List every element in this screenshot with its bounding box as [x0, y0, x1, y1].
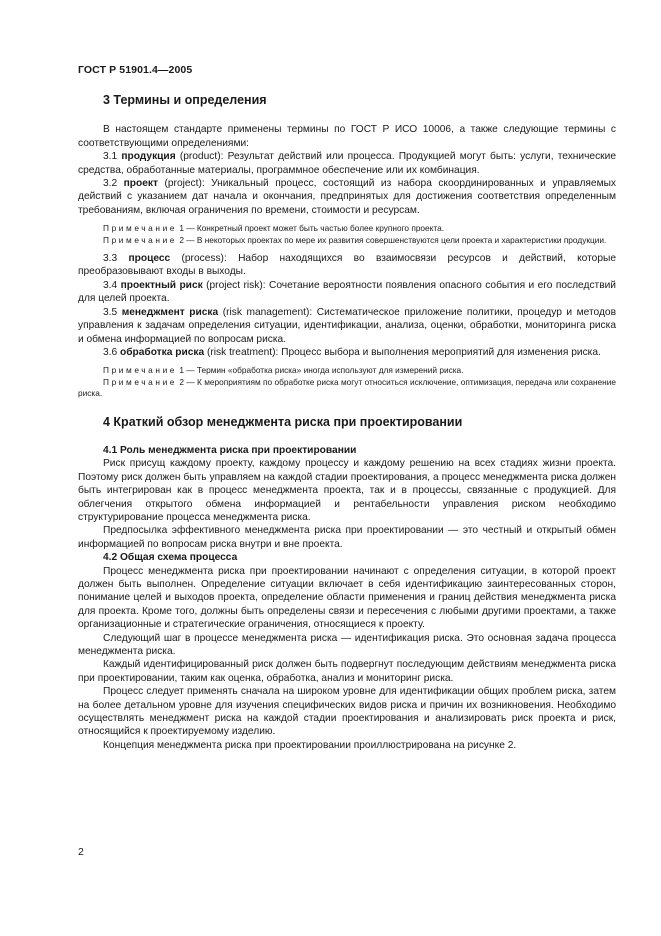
term-3-3: 3.3 процесс (process): Набор находящихся во взаимосвязи ресурсов и действий, которые преобразовывают входы в выходы.	[78, 253, 616, 278]
section-3-heading: 3 Термины и определения	[103, 93, 267, 107]
paragraph: Процесс менеджмента риска при проектировании начинают с определения ситуации, в которой проект должен быть выполнен. Определение ситуации включает в себя идентификацию заинтересованных сторон, понимание целей и выходов проекта, определение области применения и границ действия менеджмента риска для проекта. Кроме того, должны быть определены связи и пересечения с любыми другими проектами, а также организационные и стратегические ограничения, относящиеся к проекту.	[78, 565, 616, 631]
paragraph: Предпосылка эффективного менеджмента риска при проектировании — это честный и открытый обмен информацией по вопросам риска внутри и вне проекта.	[78, 525, 616, 550]
note-3-2-2: Примечание 2 — В некоторых проектах по мере их развития совершенствуются цели проекта и характеристики продукции.	[103, 234, 607, 245]
term-3-1: 3.1 продукция (product): Результат действий или процесса. Продукцией могут быть: услуги, технические средства, обработанные материалы, программное обеспечение или их комбинация.	[78, 151, 616, 176]
section-4-heading: 4 Краткий обзор менеджмента риска при проектировании	[103, 414, 463, 429]
term-3-6: 3.6 обработка риска (risk treatment): Процесс выбора и выполнения мероприятий для изменения риска.	[103, 346, 601, 358]
paragraph: Риск присущ каждому проекту, каждому процессу и каждому решению на всех стадиях жизни проекта. Поэтому риск должен быть управляем на каждой стадии проектирования, а процесс менеджмента риска должен быть интегрирован как в процесс менеджмента проекта, так и в процессы, связанные с продукцией. Для облегчения открытого обмена информацией и рентабельности управления риском необходимо структурирование процесса менеджмента риска.	[78, 458, 616, 523]
page-number: 2	[78, 846, 84, 858]
note-3-2-1: Примечание 1 — Конкретный проект может быть частью более крупного проекта.	[103, 223, 445, 234]
document-header: ГОСТ Р 51901.4—2005	[78, 64, 193, 76]
term-3-2: 3.2 проект (project): Уникальный процесс, состоящий из набора скоординированных и управляемых действий с указанием дат начала и окончания, предпринятых для достижения соответствия определенным требованиям, включая ограничения по времени, стоимости и ресурсам.	[78, 178, 617, 216]
paragraph: Процесс следует применять сначала на широком уровне для идентификации общих проблем риска, затем на более детальном уровне для изучения специфических видов риска и причин их возникновения. Необходимо осуществлять менеджмент риска на каждой стадии проектирования и анализировать риск проекта и риск, относящийся к проектируемому изделию.	[78, 686, 616, 738]
term-3-4: 3.4 проектный риск (project risk): Сочетание вероятности появления опасного события и его последствий для целей проекта.	[78, 279, 616, 305]
subsection-4-2-heading: 4.2 Общая схема процесса	[103, 552, 238, 564]
paragraph: Каждый идентифицированный риск должен быть подвергнут последующим действиям менеджмента риска при проектировании, таким как оценка, обработка, анализ и мониторинг риска.	[78, 659, 616, 684]
note-3-6-2: Примечание 2 — К мероприятиям по обработке риска могут относиться исключение, оптимизация, передача или сохранение риска.	[78, 376, 616, 399]
paragraph: Концепция менеджмента риска при проектировании проиллюстрирована на рисунке 2.	[103, 739, 517, 751]
document-body	[78, 94, 616, 752]
section-3-intro: В настоящем стандарте применены термины по ГОСТ Р ИСО 10006, а также следующие термины с соответствующими определениями:	[78, 124, 616, 149]
subsection-4-1-heading: 4.1 Роль менеджмента риска при проектировании	[103, 444, 357, 456]
term-3-5: 3.5 менеджмент риска (risk management): Систематическое приложение политики, процедур и методов управления к задачам определения ситуации, идентификации, анализа, оценки, обработки, мониторинга риска и обмена информацией по вопросам риска.	[78, 306, 616, 345]
paragraph: Следующий шаг в процессе менеджмента риска — идентификация риска. Это основная задача процесса менеджмента риска.	[78, 632, 616, 658]
note-3-6-1: Примечание 1 — Термин «обработка риска» иногда используют для измерений риска.	[103, 365, 464, 376]
